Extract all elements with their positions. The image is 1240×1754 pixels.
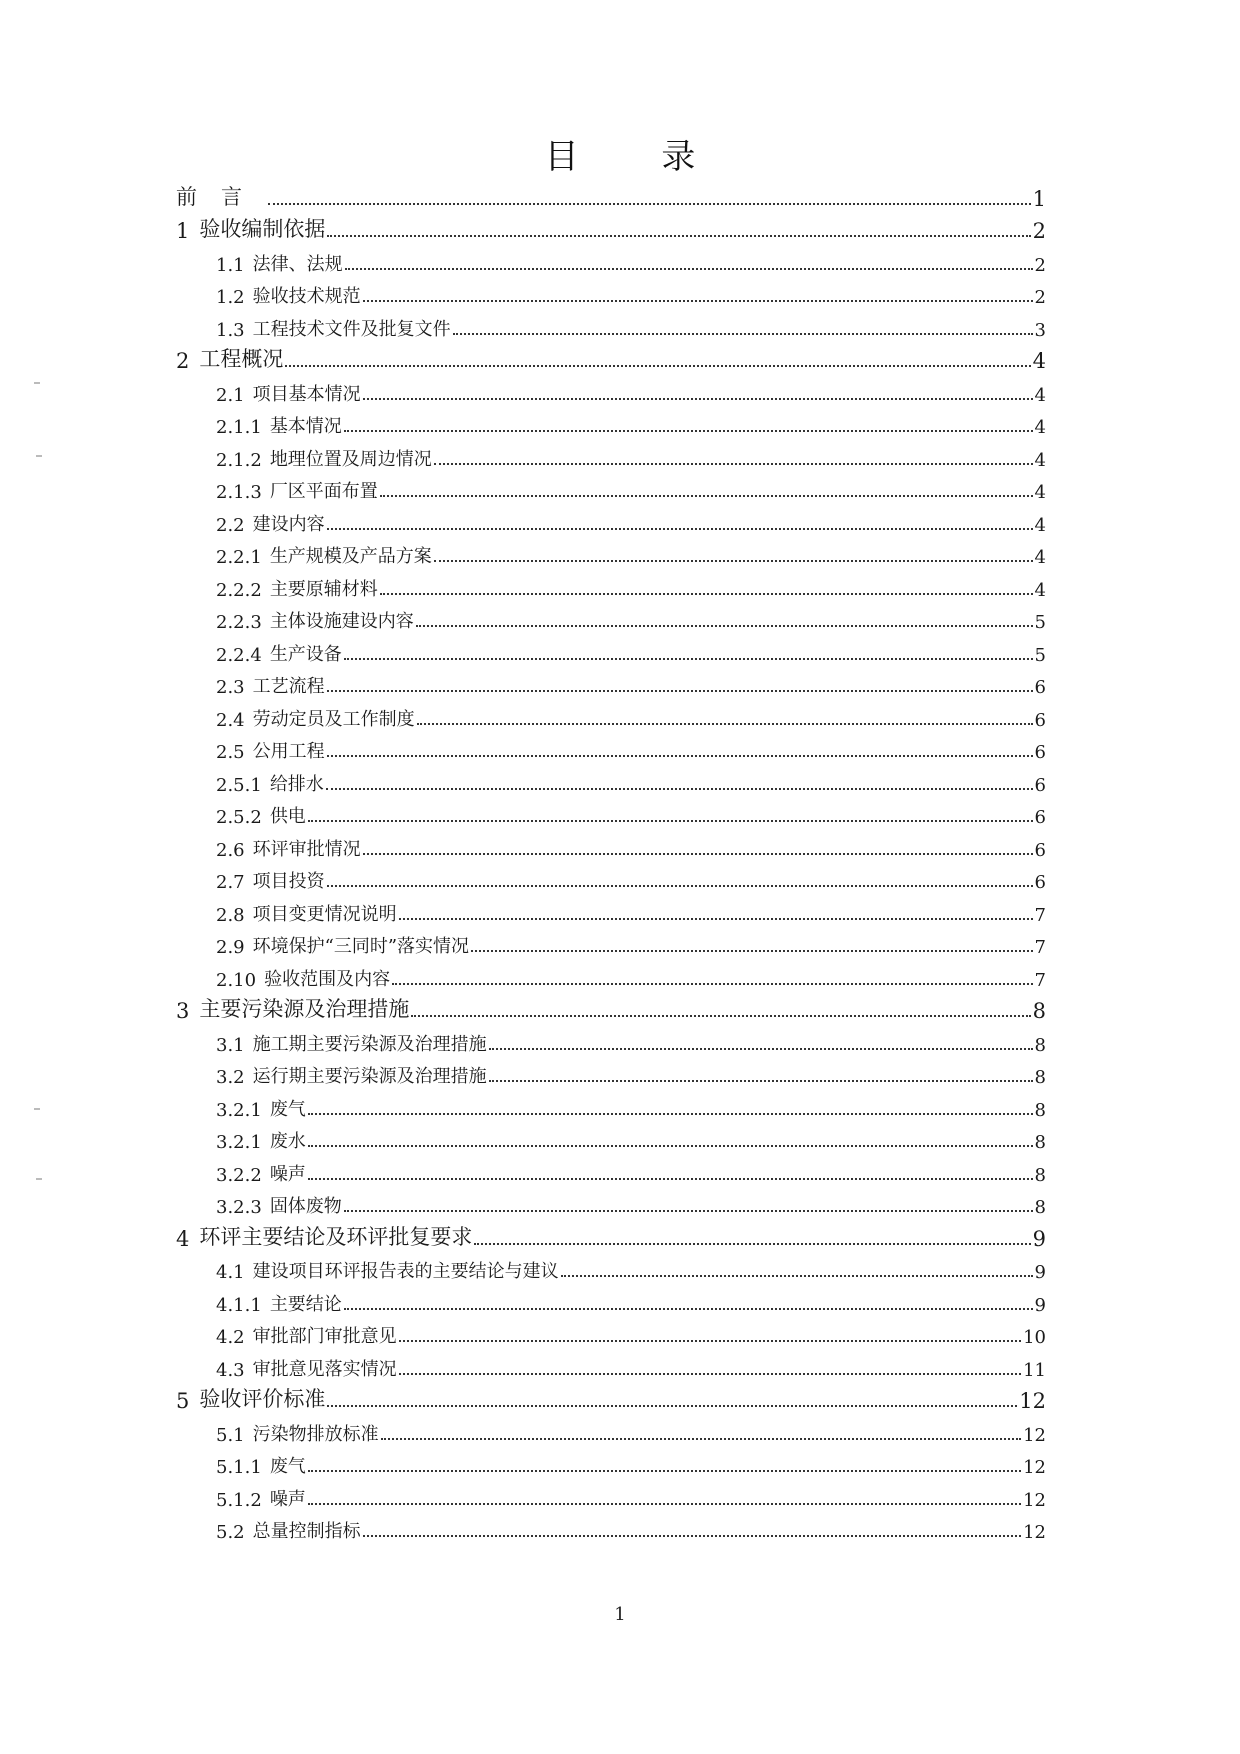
toc-entry-number: 4.1.1 xyxy=(216,1294,262,1316)
toc-entry-number: 3.1 xyxy=(216,1034,245,1056)
toc-entry xyxy=(0,666,1240,699)
toc-entry-number: 2.2.4 xyxy=(216,644,262,666)
toc-leader-dots xyxy=(308,1112,1033,1115)
toc-leader-dots xyxy=(453,332,1033,335)
toc-entry-title: 地理位置及周边情况 xyxy=(270,445,432,471)
toc-entry xyxy=(0,341,1240,374)
toc-entry-title: 环境保护“三同时”落实情况 xyxy=(253,932,469,958)
toc-entry-number: 2.3 xyxy=(216,677,245,698)
toc-entry-number: 2.2 xyxy=(216,514,245,536)
toc-leader-dots xyxy=(344,1307,1033,1310)
toc-entry-number: 4.3 xyxy=(216,1359,245,1381)
toc-entry xyxy=(0,1088,1240,1121)
toc-entry-number: 2 xyxy=(176,349,190,373)
toc-entry xyxy=(0,1218,1240,1251)
toc-entry-number: 2.1.3 xyxy=(216,482,262,503)
toc-entry-number: 2.2.1 xyxy=(216,547,262,568)
toc-leader-dots xyxy=(561,1274,1033,1277)
toc-leader-dots xyxy=(308,1502,1021,1505)
toc-entry-page: 9 xyxy=(1034,1262,1046,1283)
toc-entry-page: 7 xyxy=(1034,937,1046,958)
toc-entry-title: 项目投资 xyxy=(253,867,325,893)
toc-leader-dots xyxy=(327,884,1033,887)
toc-entry-page: 6 xyxy=(1034,709,1046,731)
toc-leader-dots xyxy=(489,1079,1033,1082)
toc-entry xyxy=(0,796,1240,829)
toc-entry-number: 5.1.1 xyxy=(216,1457,262,1478)
toc-leader-dots xyxy=(345,267,1033,270)
toc-leader-dots xyxy=(381,1437,1021,1440)
toc-entry-title: 污染物排放标准 xyxy=(253,1420,379,1446)
toc-entry-number: 3.2.3 xyxy=(216,1197,262,1218)
toc-entry-page: 7 xyxy=(1034,969,1046,991)
toc-entry-title: 审批意见落实情况 xyxy=(253,1355,397,1381)
toc-entry xyxy=(0,991,1240,1024)
toc-entry xyxy=(0,471,1240,504)
toc-leader-dots xyxy=(416,624,1033,627)
toc-leader-dots xyxy=(327,527,1033,530)
toc-entry-title: 给排水 xyxy=(270,770,324,796)
toc-entry xyxy=(0,958,1240,991)
toc-entry-page: 6 xyxy=(1034,839,1046,861)
toc-entry-page: 8 xyxy=(1034,1034,1046,1056)
toc-entry xyxy=(0,893,1240,926)
toc-leader-dots xyxy=(363,1534,1021,1537)
toc-entry-title: 公用工程 xyxy=(253,737,325,763)
toc-leader-dots xyxy=(308,1144,1033,1147)
toc-entry-page: 2 xyxy=(1034,254,1046,276)
toc-leader-dots xyxy=(308,1177,1033,1180)
toc-leader-dots xyxy=(268,202,1031,205)
toc-entry-page: 2 xyxy=(1034,287,1046,308)
toc-entry-title: 运行期主要污染源及治理措施 xyxy=(253,1062,487,1088)
toc-entry-number: 5.1 xyxy=(216,1424,245,1446)
toc-entry-title: 审批部门审批意见 xyxy=(253,1322,397,1348)
toc-entry-page: 10 xyxy=(1023,1327,1046,1348)
toc-entry xyxy=(0,373,1240,406)
toc-entry-page: 8 xyxy=(1034,1132,1046,1153)
toc-entry-page: 9 xyxy=(1034,1294,1046,1316)
toc-leader-dots xyxy=(308,1469,1021,1472)
table-of-contents xyxy=(0,178,1240,1543)
toc-entry-title: 环评主要结论及环评批复要求 xyxy=(199,1221,472,1251)
toc-entry-page: 12 xyxy=(1023,1522,1046,1543)
toc-entry-page: 6 xyxy=(1034,872,1046,893)
toc-entry xyxy=(0,1348,1240,1381)
toc-entry-number: 2.6 xyxy=(216,839,245,861)
toc-entry-page: 5 xyxy=(1034,644,1046,666)
toc-entry xyxy=(0,1316,1240,1349)
toc-entry-page: 8 xyxy=(1034,1197,1046,1218)
toc-leader-dots xyxy=(363,852,1033,855)
toc-entry xyxy=(0,861,1240,894)
toc-entry-title: 废气 xyxy=(270,1095,306,1121)
toc-leader-dots xyxy=(399,917,1033,920)
toc-entry-title: 噪声 xyxy=(270,1485,306,1511)
toc-leader-dots xyxy=(399,1339,1021,1342)
toc-entry xyxy=(0,536,1240,569)
toc-entry xyxy=(0,1381,1240,1414)
toc-entry-number: 1.3 xyxy=(216,319,245,341)
toc-entry xyxy=(0,1153,1240,1186)
toc-entry-number: 3 xyxy=(176,999,190,1023)
toc-entry-title: 验收编制依据 xyxy=(199,213,325,243)
toc-entry-number: 5.2 xyxy=(216,1522,245,1543)
toc-entry-title: 工艺流程 xyxy=(253,672,325,698)
toc-entry-page: 4 xyxy=(1034,417,1046,438)
toc-entry xyxy=(0,698,1240,731)
toc-entry xyxy=(0,276,1240,309)
toc-entry-page: 6 xyxy=(1034,742,1046,763)
toc-entry-number: 2.5.2 xyxy=(216,807,262,828)
toc-leader-dots xyxy=(417,722,1033,725)
toc-entry-page: 4 xyxy=(1034,579,1046,601)
toc-leader-dots xyxy=(327,689,1033,692)
toc-entry xyxy=(0,211,1240,244)
toc-leader-dots xyxy=(363,397,1033,400)
toc-entry-number: 2.10 xyxy=(216,969,257,991)
toc-entry-page: 4 xyxy=(1034,482,1046,503)
toc-leader-dots xyxy=(471,949,1033,952)
toc-entry-number: 2.1.1 xyxy=(216,417,262,438)
toc-entry-number: 2.7 xyxy=(216,872,245,893)
toc-entry-title: 总量控制指标 xyxy=(253,1517,361,1543)
toc-entry xyxy=(0,731,1240,764)
toc-entry-page: 4 xyxy=(1034,449,1046,471)
toc-entry-page: 5 xyxy=(1034,612,1046,633)
toc-entry-page: 6 xyxy=(1034,807,1046,828)
toc-entry-number: 5 xyxy=(176,1389,190,1413)
toc-entry-page: 11 xyxy=(1023,1359,1046,1381)
toc-entry-title: 工程技术文件及批复文件 xyxy=(253,315,451,341)
toc-entry xyxy=(0,568,1240,601)
toc-leader-dots xyxy=(327,754,1033,757)
toc-leader-dots xyxy=(380,592,1033,595)
page-title: 目 录 xyxy=(544,137,732,177)
scan-speck xyxy=(34,382,40,384)
toc-leader-dots xyxy=(434,462,1033,465)
toc-entry xyxy=(0,633,1240,666)
toc-entry-number: 2.5 xyxy=(216,742,245,763)
page-number: 1 xyxy=(614,1604,626,1625)
toc-leader-dots xyxy=(285,364,1030,367)
toc-entry-page: 12 xyxy=(1023,1424,1046,1446)
toc-entry xyxy=(0,763,1240,796)
toc-entry xyxy=(0,178,1240,211)
toc-entry-page: 8 xyxy=(1034,1067,1046,1088)
toc-entry-number: 2.2.3 xyxy=(216,612,262,633)
toc-leader-dots xyxy=(344,1209,1033,1212)
toc-entry-page: 4 xyxy=(1032,349,1046,373)
toc-entry-title: 工程概况 xyxy=(199,343,283,373)
toc-entry-number: 1 xyxy=(176,219,190,243)
scan-speck xyxy=(36,455,42,457)
toc-entry-number: 3.2 xyxy=(216,1067,245,1088)
toc-leader-dots xyxy=(380,494,1033,497)
toc-leader-dots xyxy=(326,787,1033,790)
toc-entry-number: 3.2.2 xyxy=(216,1164,262,1186)
toc-entry-title: 厂区平面布置 xyxy=(270,477,378,503)
toc-entry xyxy=(0,1413,1240,1446)
toc-leader-dots xyxy=(327,1404,1017,1407)
toc-entry xyxy=(0,828,1240,861)
toc-entry-number: 2.5.1 xyxy=(216,774,262,796)
toc-entry-number: 5.1.2 xyxy=(216,1489,262,1511)
toc-entry-title: 主要原辅材料 xyxy=(270,575,378,601)
toc-entry-page: 4 xyxy=(1034,514,1046,536)
toc-entry xyxy=(0,1283,1240,1316)
toc-entry-title: 主要结论 xyxy=(270,1290,342,1316)
toc-entry-title: 前言 xyxy=(176,181,266,211)
toc-entry-number: 4.2 xyxy=(216,1327,245,1348)
toc-entry-page: 4 xyxy=(1034,384,1046,406)
scan-speck xyxy=(36,1178,42,1180)
toc-entry-page: 9 xyxy=(1032,1226,1046,1251)
toc-entry-title: 验收范围及内容 xyxy=(264,965,390,991)
toc-entry xyxy=(0,1056,1240,1089)
toc-entry-page: 12 xyxy=(1023,1489,1046,1511)
toc-leader-dots xyxy=(344,657,1033,660)
toc-entry-page: 6 xyxy=(1034,677,1046,698)
toc-entry xyxy=(0,308,1240,341)
toc-entry-page: 8 xyxy=(1034,1099,1046,1121)
toc-entry-number: 4 xyxy=(176,1226,190,1251)
toc-leader-dots xyxy=(474,1242,1030,1245)
toc-entry-page: 8 xyxy=(1034,1164,1046,1186)
toc-entry-number: 2.2.2 xyxy=(216,579,262,601)
toc-entry-number: 2.8 xyxy=(216,904,245,926)
toc-entry-page: 3 xyxy=(1034,319,1046,341)
toc-entry xyxy=(0,1251,1240,1284)
toc-entry-number: 1.2 xyxy=(216,287,245,308)
toc-entry xyxy=(0,1511,1240,1544)
toc-leader-dots xyxy=(489,1047,1033,1050)
scan-speck xyxy=(34,1108,40,1110)
toc-entry-title: 生产规模及产品方案 xyxy=(270,542,432,568)
toc-leader-dots xyxy=(434,559,1033,562)
toc-entry-page: 7 xyxy=(1034,904,1046,926)
toc-entry-title: 验收技术规范 xyxy=(253,282,361,308)
toc-entry-title: 主体设施建设内容 xyxy=(270,607,414,633)
toc-entry-title: 废气 xyxy=(270,1452,306,1478)
toc-entry xyxy=(0,1023,1240,1056)
toc-entry-page: 1 xyxy=(1032,186,1046,211)
toc-entry xyxy=(0,1121,1240,1154)
toc-entry xyxy=(0,438,1240,471)
toc-entry-page: 12 xyxy=(1019,1389,1046,1413)
toc-entry-number: 4.1 xyxy=(216,1262,245,1283)
toc-entry xyxy=(0,601,1240,634)
toc-entry-title: 项目基本情况 xyxy=(253,380,361,406)
toc-entry-title: 生产设备 xyxy=(270,640,342,666)
toc-leader-dots xyxy=(392,982,1032,985)
toc-entry-title: 验收评价标准 xyxy=(199,1383,325,1413)
toc-leader-dots xyxy=(399,1372,1021,1375)
toc-entry xyxy=(0,406,1240,439)
toc-entry-number: 3.2.1 xyxy=(216,1132,262,1153)
toc-entry-number: 2.1.2 xyxy=(216,449,262,471)
toc-entry-page: 12 xyxy=(1023,1457,1046,1478)
toc-entry-title: 供电 xyxy=(270,802,306,828)
toc-leader-dots xyxy=(363,299,1033,302)
toc-entry-page: 8 xyxy=(1032,999,1046,1023)
toc-entry xyxy=(0,1446,1240,1479)
toc-entry-title: 建设项目环评报告表的主要结论与建议 xyxy=(253,1257,559,1283)
toc-entry xyxy=(0,1186,1240,1219)
toc-entry-title: 建设内容 xyxy=(253,510,325,536)
toc-entry-number: 2.4 xyxy=(216,709,245,731)
toc-entry-page: 6 xyxy=(1034,774,1046,796)
toc-entry-title: 劳动定员及工作制度 xyxy=(253,705,415,731)
toc-entry xyxy=(0,1478,1240,1511)
toc-leader-dots xyxy=(308,819,1033,822)
toc-entry-number: 2.9 xyxy=(216,937,245,958)
toc-entry-title: 固体废物 xyxy=(270,1192,342,1218)
toc-entry-title: 施工期主要污染源及治理措施 xyxy=(253,1030,487,1056)
toc-entry-title: 项目变更情况说明 xyxy=(253,900,397,926)
toc-entry-title: 环评审批情况 xyxy=(253,835,361,861)
toc-entry-title: 废水 xyxy=(270,1127,306,1153)
toc-entry xyxy=(0,926,1240,959)
toc-entry-number: 1.1 xyxy=(216,254,245,276)
toc-entry-number: 2.1 xyxy=(216,384,245,406)
toc-leader-dots xyxy=(411,1014,1030,1017)
toc-leader-dots xyxy=(344,429,1033,432)
toc-entry-title: 主要污染源及治理措施 xyxy=(199,993,409,1023)
toc-entry-page: 2 xyxy=(1032,219,1046,243)
toc-leader-dots xyxy=(327,234,1030,237)
toc-entry-number: 3.2.1 xyxy=(216,1099,262,1121)
toc-entry-page: 4 xyxy=(1034,547,1046,568)
toc-entry-title: 法律、法规 xyxy=(253,250,343,276)
toc-entry-title: 基本情况 xyxy=(270,412,342,438)
toc-entry xyxy=(0,243,1240,276)
toc-entry-title: 噪声 xyxy=(270,1160,306,1186)
toc-entry xyxy=(0,503,1240,536)
